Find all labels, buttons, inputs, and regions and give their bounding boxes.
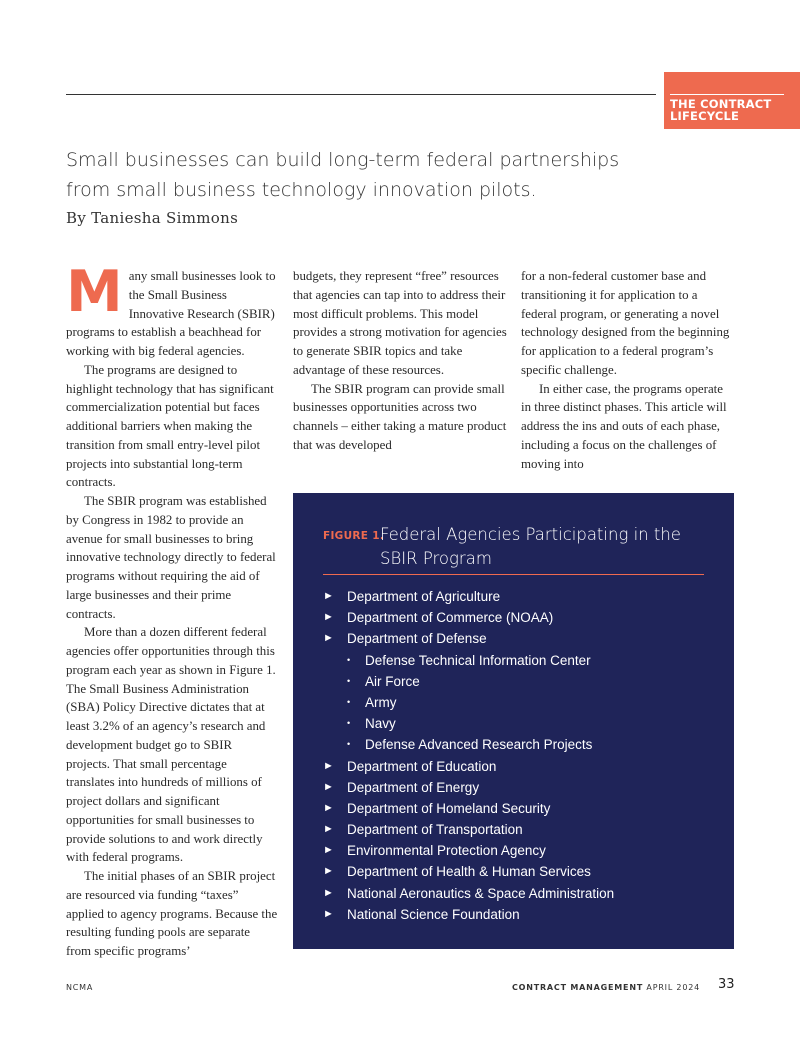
agency-item [323,883,723,904]
body-column-2 [293,267,508,455]
triangle-bullet-icon: ► [323,632,334,645]
agency-item [323,798,723,819]
figure-1 [293,493,734,949]
agency-name: National Science Foundation [347,906,520,922]
agency-item [323,904,723,925]
agency-name: Army [365,694,397,710]
triangle-bullet-icon: ► [323,865,334,878]
agency-item [323,819,723,840]
bullet-dot-icon: • [347,718,351,729]
agency-item [323,777,723,798]
agency-item [323,586,723,607]
agency-name: Department of Commerce (NOAA) [347,610,554,626]
footer-publisher: NCMA [66,983,94,992]
triangle-bullet-icon: ► [323,844,334,857]
paragraph: The SBIR program can provide small businesses opportunities across two channels – either taking a mature product that was developed [293,381,507,452]
bullet-dot-icon: • [347,739,351,750]
agency-sub-item [323,671,723,692]
agency-name: Department of Agriculture [347,589,501,604]
body-column-3 [521,267,735,473]
agency-name: Navy [365,716,396,732]
footer-issue [512,983,700,992]
agency-name: Department of Defense [347,631,487,647]
agency-list [323,586,723,925]
triangle-bullet-icon: ► [323,801,334,814]
drop-cap: M [66,259,123,325]
agency-item [323,840,723,861]
triangle-bullet-icon: ► [323,611,334,624]
agency-name: Air Force [365,673,420,689]
triangle-bullet-icon: ► [323,590,334,602]
agency-name: Defense Advanced Research Projects [365,737,593,753]
deck-line-2: from small business technology innovation pilots. [66,179,537,201]
triangle-bullet-icon: ► [323,907,334,920]
section-tag [664,72,800,129]
agency-item [323,756,723,777]
figure-label: FIGURE 1. [323,530,385,542]
body-column-1 [66,259,278,961]
section-tag-label: THE CONTRACT LIFECYCLE [670,97,772,123]
bullet-dot-icon: • [347,654,351,665]
paragraph: More than a dozen different federal agencies offer opportunities through this program each year as shown in Figure 1. The Small Business Administration (SBA) Policy Directive dictates that at least 3.2% of an agency’s research and development budget go to SBIR projects. That small percentage translates into hundreds of millions of project dollars and significant opportunities for small businesses to provide solutions to and work directly with federal programs. [66,625,276,865]
figure-rule [323,574,704,575]
footer-magazine: CONTRACT MANAGEMENT [511,983,644,992]
figure-title-line-2: SBIR Program [380,549,492,568]
agency-name: Department of Homeland Security [347,800,551,816]
bullet-dot-icon: • [347,696,351,707]
byline: By Taniesha Simmons [66,209,239,227]
paragraph: In either case, the programs operate in three distinct phases. This article will address the ins and outs of each phase, including a focus on the challenges of moving into [521,381,727,471]
paragraph: The programs are designed to highlight technology that has significant commercialization potential but faces additional barriers when making the transition from small entry-level pilot projects into substantial long-term contracts. [66,362,274,490]
agency-name: Department of Education [347,758,497,774]
agency-name: Defense Technical Information Center [365,652,591,668]
paragraph: budgets, they represent “free” resources that agencies can tap into to address their most difficult problems. This model provides a strong motivation for agencies to generate SBIR topics and take advantage of these resources. [293,269,507,377]
agency-name: National Aeronautics & Space Administration [347,885,615,901]
agency-sub-item [323,650,723,671]
triangle-bullet-icon: ► [323,759,334,772]
section-tag-rule [670,94,784,95]
deck-line-1: Small businesses can build long-term federal partnerships [66,149,620,171]
agency-item [323,861,723,882]
agency-name: Department of Transportation [347,822,523,838]
bullet-dot-icon: • [347,675,351,686]
paragraph: any small businesses look to the Small Business Innovative Research (SBIR) programs to establish a beachhead for working with big federal agencies. [66,269,276,358]
paragraph: for a non-federal customer base and transitioning it for application to a federal program, or generating a novel technology designed from the beginning for application to a federal program’s specific challenge. [521,269,730,377]
paragraph: The initial phases of an SBIR project are resourced via funding “taxes” applied to agency programs. Because the resulting funding pools are separate from specific programs’ [66,869,278,958]
agency-sub-item [323,734,723,755]
agency-sub-item [323,713,723,734]
article-deck [66,145,646,205]
agency-sub-item [323,692,723,713]
figure-title [380,523,700,571]
footer-date: APRIL 2024 [646,983,700,992]
triangle-bullet-icon: ► [323,823,334,836]
agency-name: Environmental Protection Agency [347,843,546,859]
paragraph: The SBIR program was established by Congress in 1982 to provide an avenue for small businesses to bring innovative technology directly to federal programs without requiring the aid of large businesses and their prime contracts. [66,494,276,621]
agency-name: Department of Health & Human Services [347,864,591,880]
header-rule [66,94,656,95]
agency-name: Department of Energy [347,779,480,795]
triangle-bullet-icon: ► [323,780,334,793]
figure-title-line-1: Federal Agencies Participating in the [380,525,681,544]
triangle-bullet-icon: ► [323,886,334,899]
agency-item [323,628,723,649]
agency-item [323,607,723,628]
page-number: 33 [718,977,735,992]
